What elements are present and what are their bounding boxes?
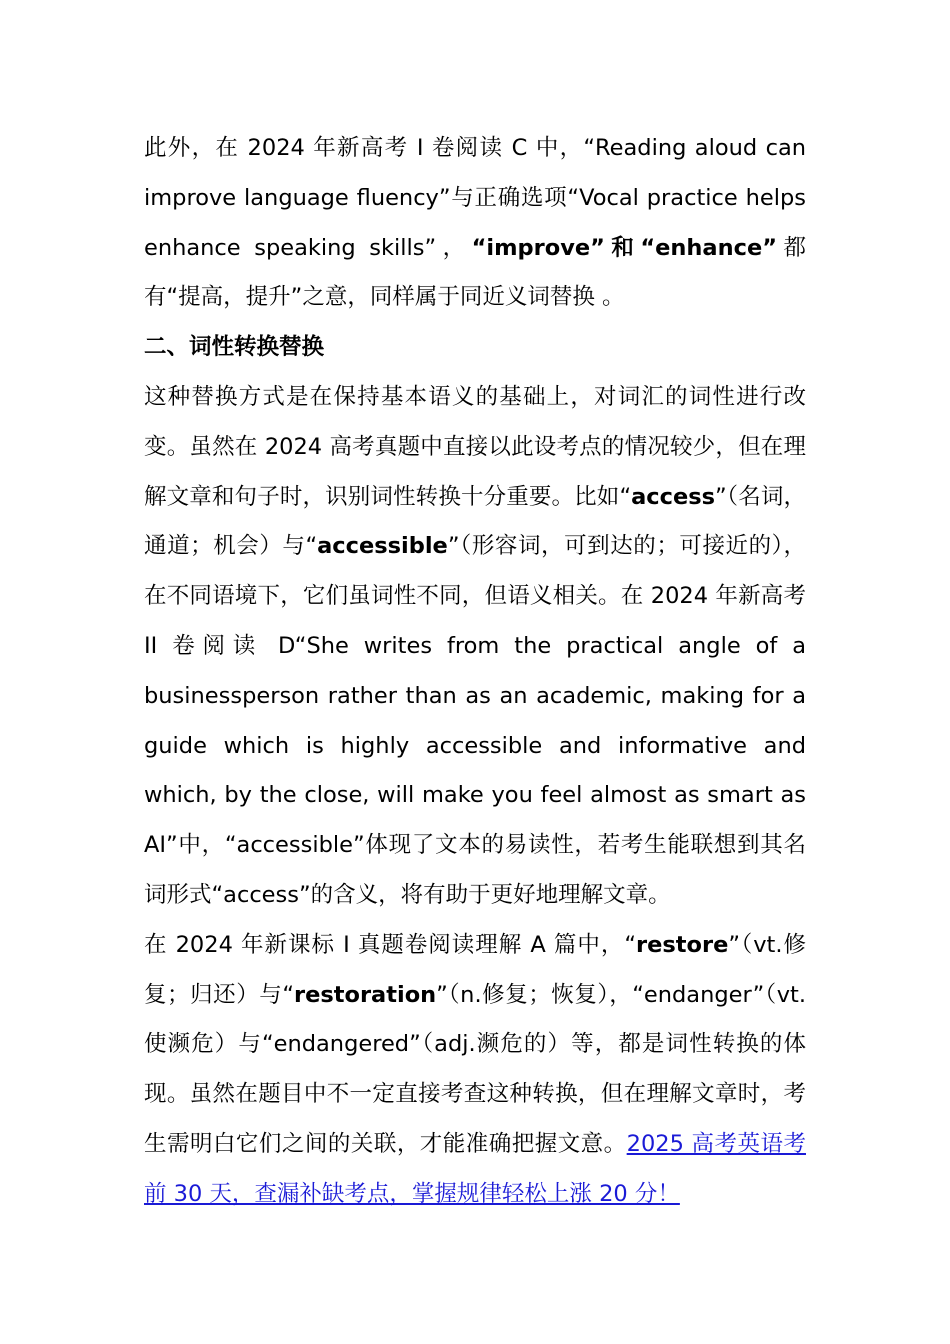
bold-term-access: access [631, 483, 716, 510]
paragraph-text: ”（n.修复；恢复），“endanger”（vt.使濒危）与“endangered”（adj.濒危的）等，都是词性转换的体现。虽然在题目中不一定直接考查这种转换，但在理解文章时，考生需明白它们之间的关联，才能准确把握文意。 [144, 981, 806, 1157]
paragraph-text: ”（vt.修复；归还）与“ [144, 931, 807, 1008]
bold-term-accessible: accessible [317, 533, 448, 560]
paragraph-text: ”（形容词，可到达的；可接近的），在不同语境下，它们虽词性不同，但语义相关。在 2024 年新高考 II 卷阅读 D“She writes from the practical angle of a businessperson rather than as an academic, making for a guide which is highly accessible and informative and which, by the close, will make you feel almost as smart as AI”中，“accessible”体现了文本的易读性，若考生能联想到其名词形式“access”的含义，将有助于更好地理解文章。 [144, 533, 806, 908]
paragraph-restore-example [144, 921, 806, 1220]
bold-term-restoration: restoration [293, 981, 437, 1008]
paragraph-text: 都有“提高，提升”之意，同样属于同近义词替换 。 [144, 234, 806, 311]
paragraph-text: ”（名词，通道；机会）与“ [144, 483, 806, 560]
section-heading-part-of-speech: 二、词性转换替换 [144, 334, 325, 361]
paragraph-text: 这种替换方式是在保持基本语义的基础上，对词汇的词性进行改变。虽然在 2024 高考真题中直接以此设考点的情况较少，但在理解文章和句子时，识别词性转换十分重要。比如“ [144, 383, 806, 510]
paragraph-text: 此外，在 2024 年新高考 I 卷阅读 C 中，“Reading aloud can improve language fluency”与正确选项“Vocal practice helps enhance speaking skills”， [144, 135, 806, 261]
paragraph-text: 在 2024 年新课标 I 真题卷阅读理解 A 篇中，“ [144, 931, 637, 958]
paragraph-part-of-speech-conversion [144, 373, 806, 921]
exam-prep-link[interactable]: 2025 高考英语考前 30 天，查漏补缺考点，掌握规律轻松上涨 20 分！ [144, 1130, 806, 1207]
bold-term-improve-enhance: “improve”和“enhance” [471, 234, 778, 261]
bold-term-restore: restore [636, 931, 729, 958]
document-page [144, 124, 806, 1220]
paragraph-synonym-example [144, 124, 806, 323]
